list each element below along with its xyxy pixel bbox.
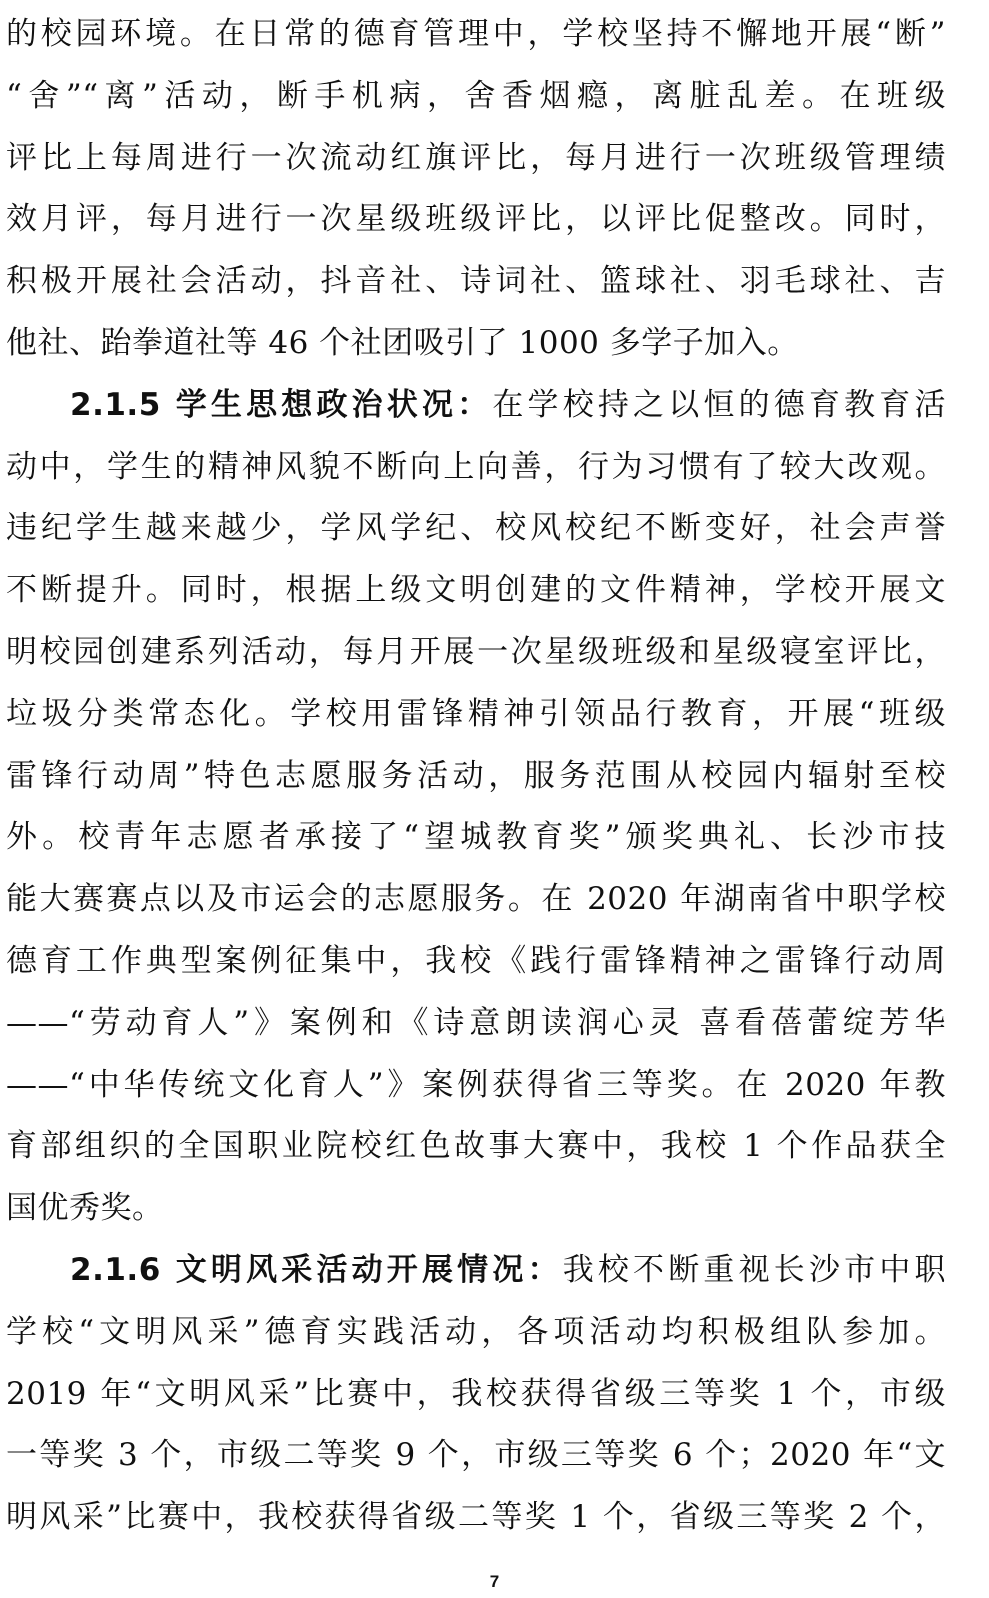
- text-line: 德育工作典型案例征集中，我校《践行雷锋精神之雷锋行动周: [6, 942, 946, 979]
- text-line: 不断提升。同时，根据上级文明创建的文件精神，学校开展文: [6, 572, 946, 609]
- text-line: 育部组织的全国职业院校红色故事大赛中，我校 1 个作品获全: [6, 1128, 946, 1165]
- text-line: 能大赛赛点以及市运会的志愿服务。在 2020 年湖南省中职学校: [6, 881, 946, 918]
- text-line: 的校园环境。在日常的德育管理中，学校坚持不懈地开展“断”: [6, 16, 946, 52]
- section-heading-2-1-5: 2.1.5 学生思想政治状况：: [70, 386, 493, 423]
- text-line: 2019 年“文明风采”比赛中，我校获得省级三等奖 1 个，市级: [6, 1375, 946, 1412]
- text-run: 在学校持之以恒的德育教育活: [492, 386, 946, 423]
- text-run: 我校不断重视长沙市中职: [562, 1251, 946, 1288]
- section-heading-2-1-6: 2.1.6 文明风采活动开展情况：: [70, 1251, 563, 1288]
- text-line: 雷锋行动周”特色志愿服务活动，服务范围从校园内辐射至校: [6, 757, 946, 794]
- text-line: “舍”“离”活动，断手机病，舍香烟瘾，离脏乱差。在班级: [6, 77, 946, 114]
- body-text: [6, 8, 946, 1553]
- text-line: 学校“文明风采”德育实践活动，各项活动均积极组队参加。: [6, 1313, 946, 1350]
- text-line: 效月评，每月进行一次星级班级评比，以评比促整改。同时，: [6, 201, 946, 238]
- text-line: 垃圾分类常态化。学校用雷锋精神引领品行教育，开展“班级: [6, 695, 946, 732]
- section-first-line: [6, 379, 946, 441]
- text-line: 动中，学生的精神风貌不断向上向善，行为习惯有了较大改观。: [6, 448, 946, 485]
- text-line: 一等奖 3 个，市级二等奖 9 个，市级三等奖 6 个；2020 年“文: [6, 1437, 946, 1474]
- text-line: 明校园创建系列活动，每月开展一次星级班级和星级寝室评比，: [6, 633, 946, 670]
- text-line: 国优秀奖。: [6, 1190, 164, 1227]
- page-number: 7: [489, 1572, 500, 1591]
- text-line: ——“劳动育人”》案例和《诗意朗读润心灵 喜看蓓蕾绽芳华: [6, 1004, 946, 1041]
- text-line: 他社、跆拳道社等 46 个社团吸引了 1000 多学子加入。: [6, 324, 799, 361]
- text-line: 违纪学生越来越少，学风学纪、校风校纪不断变好，社会声誉: [6, 510, 946, 547]
- text-line: 评比上每周进行一次流动红旗评比，每月进行一次班级管理绩: [6, 139, 946, 176]
- text-line: 明风采”比赛中，我校获得省级二等奖 1 个，省级三等奖 2 个，: [6, 1499, 946, 1536]
- section-first-line: [6, 1244, 946, 1306]
- text-line: ——“中华传统文化育人”》案例获得省三等奖。在 2020 年教: [6, 1066, 946, 1103]
- text-line: 外。校青年志愿者承接了“望城教育奖”颁奖典礼、长沙市技: [6, 819, 946, 856]
- text-line: 积极开展社会活动，抖音社、诗词社、篮球社、羽毛球社、吉: [6, 263, 946, 300]
